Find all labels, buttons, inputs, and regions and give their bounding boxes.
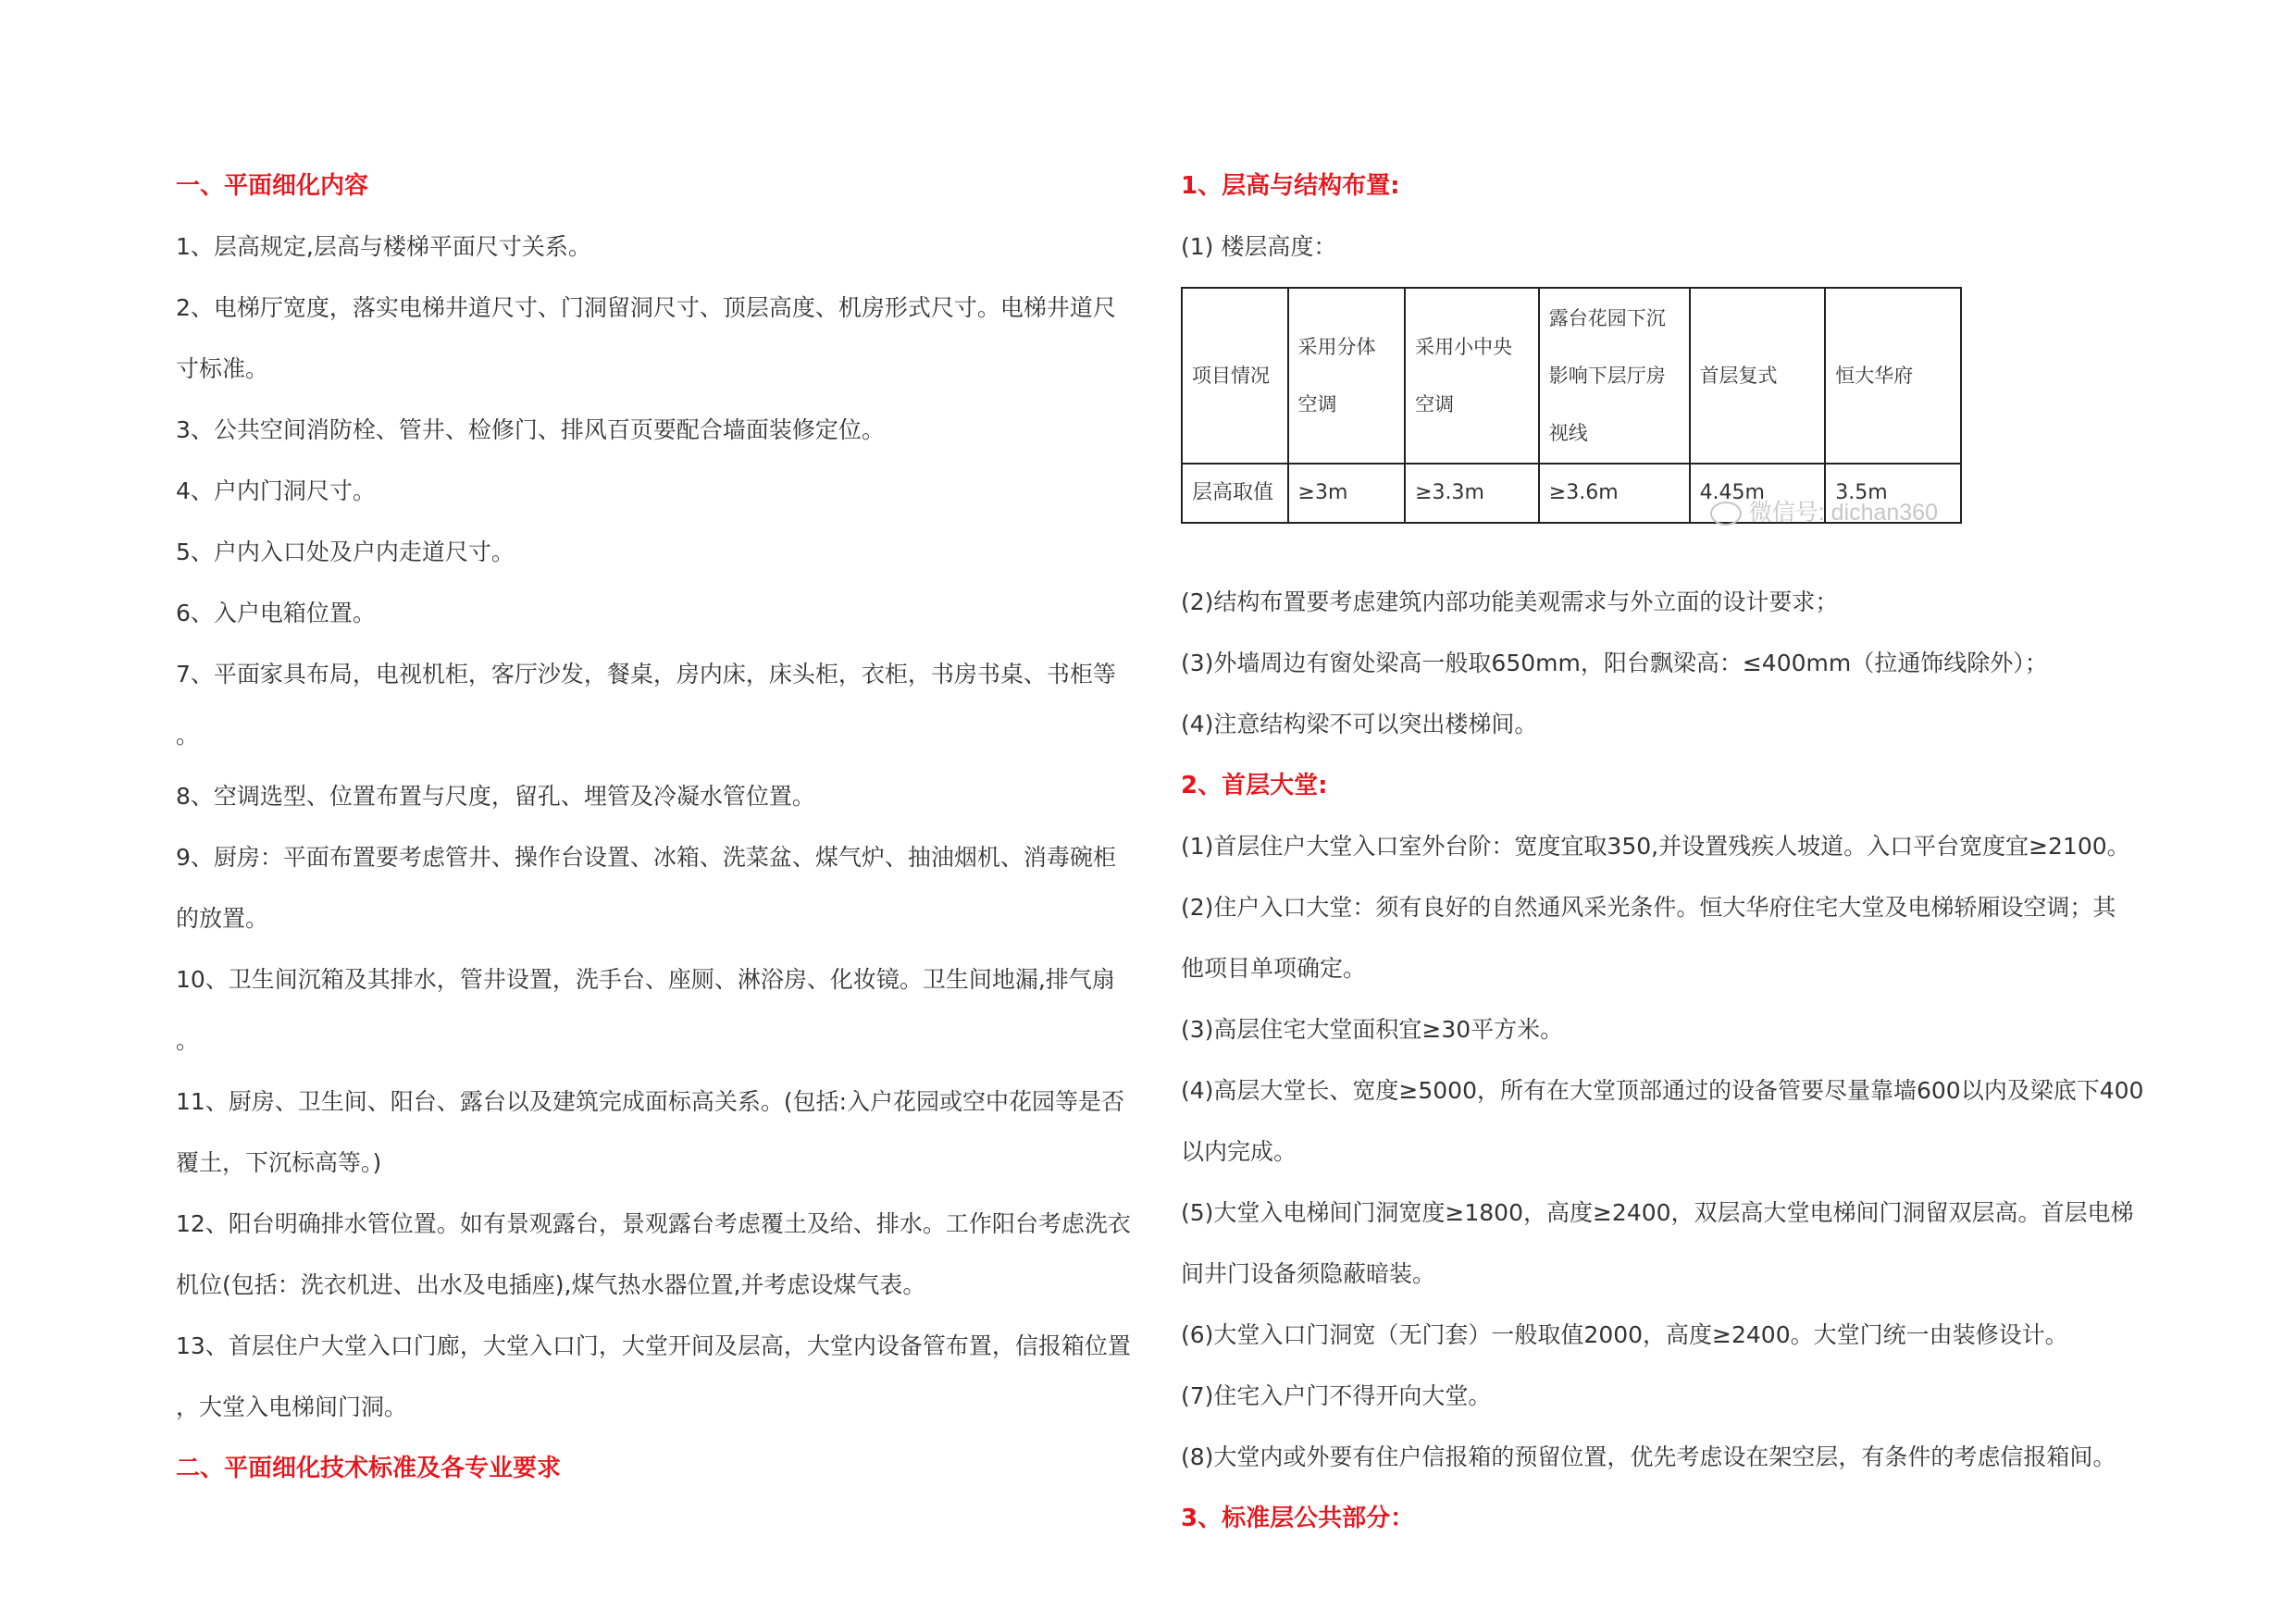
cell-text: 项目情况: [1192, 365, 1270, 387]
table-header-cell: [1405, 288, 1539, 464]
text-line: 13、首层住户大堂入口门廊，大堂入口门，大堂开间及层高，大堂内设备管布置，信报箱位置: [176, 1332, 1131, 1359]
section-heading-2: 二、平面细化技术标准及各专业要求: [176, 1455, 562, 1482]
watermark-text: 微信号: dichan360: [1748, 500, 1938, 526]
table-header-cell: [1288, 288, 1406, 464]
floor-height-table-wrap: [1181, 287, 1962, 524]
text-line: (5)大堂入电梯间门洞宽度≥1800，高度≥2400，双层高大堂电梯间门洞留双层高。首层电梯: [1181, 1199, 2134, 1226]
text-line: 2、电梯厅宽度，落实电梯井道尺寸、门洞留洞尺寸、顶层高度、机房形式尺寸。电梯井道尺: [176, 294, 1116, 321]
cell-text: 露台花园下沉: [1548, 307, 1666, 329]
wechat-icon: [1710, 502, 1742, 526]
text-line: 3、公共空间消防栓、管井、检修门、排风百页要配合墙面装修定位。: [176, 416, 885, 443]
text-line: (6)大堂入口门洞宽（无门套）一般取值2000，高度≥2400。大堂门统一由装修设计。: [1181, 1321, 2068, 1348]
text-line: (3)外墙周边有窗处梁高一般取650mm，阳台飘梁高：≤400mm（拉通饰线除外）；: [1181, 650, 2048, 676]
text-line: 覆土，下沉标高等。): [176, 1149, 382, 1176]
text-line: 机位(包括：洗衣机进、出水及电插座),煤气热水器位置,并考虑设煤气表。: [176, 1271, 926, 1298]
text-line: 7、平面家具布局，电视机柜，客厅沙发，餐桌，房内床，床头柜，衣柜，书房书桌、书柜等: [176, 661, 1116, 688]
cell-text: 首层复式: [1699, 365, 1778, 387]
text-line: 寸标准。: [176, 355, 269, 382]
floor-height-table: [1181, 287, 1962, 524]
text-line: (2)结构布置要考虑建筑内部功能美观需求与外立面的设计要求；: [1181, 588, 1839, 615]
text-line: (2)住户入口大堂：须有良好的自然通风采光条件。恒大华府住宅大堂及电梯轿厢设空调；其: [1181, 894, 2116, 921]
subsection-heading-standard-floor: 3、标准层公共部分：: [1181, 1505, 1415, 1532]
text-line: (1)首层住户大堂入口室外台阶：宽度宜取350,并设置残疾人坡道。入口平台宽度宜≥2100。: [1181, 833, 2130, 860]
text-line: (4)高层大堂长、宽度≥5000，所有在大堂顶部通过的设备管要尽量靠墙600以内及梁底下400: [1181, 1077, 2144, 1104]
wechat-watermark: [1710, 494, 1938, 527]
text-line: 的放置。: [176, 905, 269, 932]
table-header-cell: [1825, 288, 1961, 464]
text-line: (3)高层住宅大堂面积宜≥30平方米。: [1181, 1016, 1564, 1043]
table-cell: 3.5m: [1825, 464, 1961, 523]
cell-text: 采用分体: [1297, 336, 1376, 358]
table-cell: ≥3.3m: [1405, 464, 1539, 523]
cell-text: 影响下层厅房: [1548, 365, 1666, 387]
text-line: (7)住宅入户门不得开向大堂。: [1181, 1382, 1492, 1409]
text-line: 。: [176, 722, 200, 749]
table-header-cell: [1690, 288, 1826, 464]
text-line: 他项目单项确定。: [1181, 955, 1367, 982]
text-line: (8)大堂内或外要有住户信报箱的预留位置，优先考虑设在架空层，有条件的考虑信报箱间。: [1181, 1443, 2116, 1470]
cell-text: 空调: [1415, 393, 1455, 415]
text-line: 5、户内入口处及户内走道尺寸。: [176, 539, 515, 565]
right-column: [1181, 155, 2153, 1549]
table-cell: ≥3.6m: [1539, 464, 1690, 523]
subsection-heading-lobby: 2、首层大堂:: [1181, 772, 1328, 799]
text-line: 6、入户电箱位置。: [176, 600, 376, 626]
section-heading-1: 一、平面细化内容: [176, 172, 369, 200]
table-cell: 4.45m: [1690, 464, 1826, 523]
cell-text: 采用小中央: [1415, 336, 1513, 358]
text-line: 8、空调选型、位置布置与尺度，留孔、埋管及冷凝水管位置。: [176, 783, 815, 810]
text-line: 1、层高规定,层高与楼梯平面尺寸关系。: [176, 233, 591, 260]
subsection-heading-floor-height: 1、层高与结构布置:: [1181, 172, 1400, 200]
subsection-label: (1) 楼层高度：: [1181, 233, 1337, 260]
text-line: 以内完成。: [1181, 1138, 1297, 1165]
left-column: [176, 155, 1157, 1499]
table-cell: 层高取值: [1182, 464, 1288, 523]
table-header-row: [1182, 288, 1961, 464]
cell-text: 空调: [1297, 393, 1337, 415]
text-line: 11、厨房、卫生间、阳台、露台以及建筑完成面标高关系。(包括:入户花园或空中花园等是否: [176, 1088, 1124, 1115]
text-line: ，大堂入电梯间门洞。: [176, 1394, 408, 1420]
text-line: 12、阳台明确排水管位置。如有景观露台，景观露台考虑覆土及给、排水。工作阳台考虑洗衣: [176, 1210, 1131, 1237]
table-header-cell: [1539, 288, 1690, 464]
text-line: 9、厨房：平面布置要考虑管井、操作台设置、冰箱、洗菜盆、煤气炉、抽油烟机、消毒碗柜: [176, 844, 1116, 871]
table-header-cell: [1182, 288, 1288, 464]
table-cell: ≥3m: [1288, 464, 1406, 523]
text-line: 。: [176, 1027, 200, 1054]
text-line: (4)注意结构梁不可以突出楼梯间。: [1181, 711, 1538, 737]
text-line: 4、户内门洞尺寸。: [176, 477, 376, 504]
text-line: 10、卫生间沉箱及其排水，管井设置，洗手台、座厕、淋浴房、化妆镜。卫生间地漏,排气扇: [176, 966, 1115, 993]
cell-text: 视线: [1548, 422, 1588, 444]
cell-text: 恒大华府: [1835, 365, 1914, 387]
text-line: 间井门设备须隐蔽暗装。: [1181, 1260, 1436, 1287]
